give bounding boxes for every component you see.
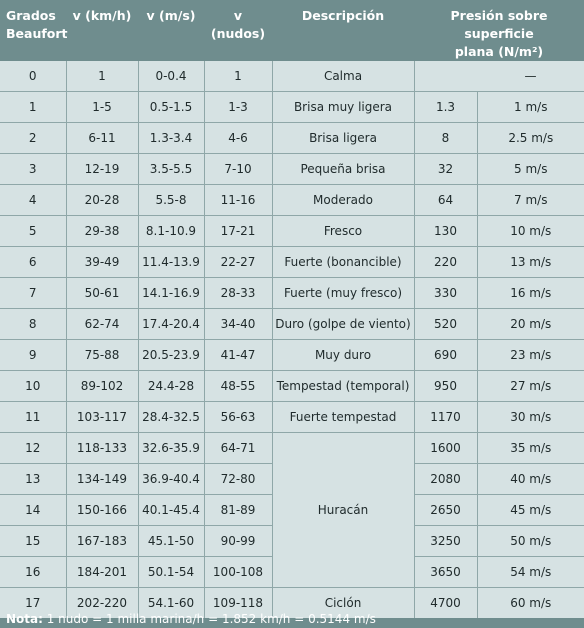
cell-descripcion: Tempestad (temporal) <box>272 371 414 402</box>
cell-nudos: 56-63 <box>204 402 272 433</box>
header-kmh: v (km/h) <box>66 0 138 61</box>
table-row <box>0 92 584 123</box>
cell-ms: 17.4-20.4 <box>138 309 204 340</box>
header-ms: v (m/s) <box>138 0 204 61</box>
cell-ms: 1.3-3.4 <box>138 123 204 154</box>
cell-descripcion: Brisa muy ligera <box>272 92 414 123</box>
cell-beaufort: 12 <box>0 433 66 464</box>
cell-descripcion: Calma <box>272 61 414 92</box>
table-row <box>0 247 584 278</box>
cell-kmh: 62-74 <box>66 309 138 340</box>
cell-velocidad: 35 m/s <box>477 433 584 464</box>
cell-ms: 5.5-8 <box>138 185 204 216</box>
cell-velocidad: 50 m/s <box>477 526 584 557</box>
cell-velocidad: 45 m/s <box>477 495 584 526</box>
cell-kmh: 6-11 <box>66 123 138 154</box>
cell-beaufort: 0 <box>0 61 66 92</box>
cell-presion: 520 <box>414 309 477 340</box>
cell-ms: 36.9-40.4 <box>138 464 204 495</box>
table-row <box>0 185 584 216</box>
cell-presion: 950 <box>414 371 477 402</box>
cell-descripcion-huracan: Huracán <box>272 433 414 588</box>
header-presion: Presión sobre superficie plana (N/m²) <box>414 0 584 61</box>
table-row <box>0 340 584 371</box>
cell-kmh: 134-149 <box>66 464 138 495</box>
footnote-text: 1 nudo = 1 milla marina/h = 1.852 km/h = 0.5144 m/s <box>42 612 376 626</box>
cell-presion: 4700 <box>414 588 477 619</box>
cell-nudos: 109-118 <box>204 588 272 619</box>
cell-descripcion: Pequeña brisa <box>272 154 414 185</box>
cell-ms: 0.5-1.5 <box>138 92 204 123</box>
header-row <box>0 0 584 61</box>
cell-beaufort: 6 <box>0 247 66 278</box>
cell-presion: 3650 <box>414 557 477 588</box>
cell-nudos: 81-89 <box>204 495 272 526</box>
cell-presion: 32 <box>414 154 477 185</box>
cell-beaufort: 1 <box>0 92 66 123</box>
cell-velocidad: 5 m/s <box>477 154 584 185</box>
cell-beaufort: 5 <box>0 216 66 247</box>
cell-nudos: 28-33 <box>204 278 272 309</box>
header-nudos: v (nudos) <box>204 0 272 61</box>
cell-ms: 20.5-23.9 <box>138 340 204 371</box>
cell-velocidad: 30 m/s <box>477 402 584 433</box>
cell-velocidad: 54 m/s <box>477 557 584 588</box>
cell-velocidad: 27 m/s <box>477 371 584 402</box>
cell-presion: 2650 <box>414 495 477 526</box>
cell-velocidad: 10 m/s <box>477 216 584 247</box>
cell-beaufort: 8 <box>0 309 66 340</box>
cell-ms: 14.1-16.9 <box>138 278 204 309</box>
cell-descripcion: Muy duro <box>272 340 414 371</box>
cell-descripcion: Fuerte tempestad <box>272 402 414 433</box>
cell-kmh: 75-88 <box>66 340 138 371</box>
cell-presion: 8 <box>414 123 477 154</box>
cell-nudos: 1 <box>204 61 272 92</box>
cell-ms: 24.4-28 <box>138 371 204 402</box>
cell-nudos: 7-10 <box>204 154 272 185</box>
table-row <box>0 371 584 402</box>
cell-ms: 0-0.4 <box>138 61 204 92</box>
cell-presion: 220 <box>414 247 477 278</box>
cell-kmh: 29-38 <box>66 216 138 247</box>
header-descripcion: Descripción <box>272 0 414 61</box>
cell-kmh: 103-117 <box>66 402 138 433</box>
cell-descripcion: Brisa ligera <box>272 123 414 154</box>
cell-nudos: 34-40 <box>204 309 272 340</box>
cell-nudos: 22-27 <box>204 247 272 278</box>
cell-descripcion: Moderado <box>272 185 414 216</box>
cell-beaufort: 13 <box>0 464 66 495</box>
cell-beaufort: 15 <box>0 526 66 557</box>
table-row <box>0 402 584 433</box>
cell-nudos: 1-3 <box>204 92 272 123</box>
cell-velocidad: 40 m/s <box>477 464 584 495</box>
cell-nudos: 72-80 <box>204 464 272 495</box>
cell-ms: 8.1-10.9 <box>138 216 204 247</box>
header-beaufort: Grados Beaufort <box>0 0 66 61</box>
footnote-label: Nota: <box>6 612 43 626</box>
table-row <box>0 278 584 309</box>
cell-ms: 32.6-35.9 <box>138 433 204 464</box>
cell-nudos: 64-71 <box>204 433 272 464</box>
cell-velocidad: — <box>477 61 584 92</box>
cell-beaufort: 4 <box>0 185 66 216</box>
cell-kmh: 167-183 <box>66 526 138 557</box>
cell-beaufort: 2 <box>0 123 66 154</box>
cell-beaufort: 11 <box>0 402 66 433</box>
cell-beaufort: 14 <box>0 495 66 526</box>
cell-beaufort: 7 <box>0 278 66 309</box>
cell-kmh: 1 <box>66 61 138 92</box>
table-row <box>0 433 584 464</box>
cell-kmh: 150-166 <box>66 495 138 526</box>
cell-velocidad: 60 m/s <box>477 588 584 619</box>
cell-kmh: 202-220 <box>66 588 138 619</box>
cell-velocidad: 13 m/s <box>477 247 584 278</box>
cell-velocidad: 20 m/s <box>477 309 584 340</box>
cell-beaufort: 9 <box>0 340 66 371</box>
cell-descripcion: Ciclón <box>272 588 414 619</box>
cell-descripcion: Fuerte (muy fresco) <box>272 278 414 309</box>
cell-ms: 54.1-60 <box>138 588 204 619</box>
cell-ms: 45.1-50 <box>138 526 204 557</box>
table-row <box>0 216 584 247</box>
cell-kmh: 39-49 <box>66 247 138 278</box>
table-row <box>0 154 584 185</box>
cell-velocidad: 7 m/s <box>477 185 584 216</box>
cell-presion: 1170 <box>414 402 477 433</box>
cell-nudos: 11-16 <box>204 185 272 216</box>
cell-nudos: 48-55 <box>204 371 272 402</box>
cell-beaufort: 3 <box>0 154 66 185</box>
cell-velocidad: 2.5 m/s <box>477 123 584 154</box>
cell-presion: 64 <box>414 185 477 216</box>
cell-nudos: 90-99 <box>204 526 272 557</box>
cell-nudos: 4-6 <box>204 123 272 154</box>
cell-nudos: 41-47 <box>204 340 272 371</box>
cell-presion: 1600 <box>414 433 477 464</box>
footnote <box>6 612 376 626</box>
cell-descripcion: Fresco <box>272 216 414 247</box>
table-row <box>0 61 584 92</box>
cell-ms: 28.4-32.5 <box>138 402 204 433</box>
cell-velocidad: 1 m/s <box>477 92 584 123</box>
cell-descripcion: Duro (golpe de viento) <box>272 309 414 340</box>
cell-presion: 1.3 <box>414 92 477 123</box>
cell-velocidad: 16 m/s <box>477 278 584 309</box>
cell-presion: 130 <box>414 216 477 247</box>
cell-ms: 3.5-5.5 <box>138 154 204 185</box>
table-row <box>0 123 584 154</box>
cell-kmh: 1-5 <box>66 92 138 123</box>
cell-nudos: 100-108 <box>204 557 272 588</box>
cell-beaufort: 10 <box>0 371 66 402</box>
cell-velocidad: 23 m/s <box>477 340 584 371</box>
cell-presion: 2080 <box>414 464 477 495</box>
cell-beaufort: 17 <box>0 588 66 619</box>
cell-kmh: 118-133 <box>66 433 138 464</box>
cell-presion: 3250 <box>414 526 477 557</box>
cell-kmh: 12-19 <box>66 154 138 185</box>
cell-nudos: 17-21 <box>204 216 272 247</box>
cell-presion: 690 <box>414 340 477 371</box>
cell-presion: 330 <box>414 278 477 309</box>
cell-kmh: 184-201 <box>66 557 138 588</box>
cell-presion <box>414 61 477 92</box>
cell-kmh: 89-102 <box>66 371 138 402</box>
cell-descripcion: Fuerte (bonancible) <box>272 247 414 278</box>
cell-ms: 40.1-45.4 <box>138 495 204 526</box>
cell-ms: 50.1-54 <box>138 557 204 588</box>
cell-ms: 11.4-13.9 <box>138 247 204 278</box>
cell-kmh: 20-28 <box>66 185 138 216</box>
cell-beaufort: 16 <box>0 557 66 588</box>
cell-kmh: 50-61 <box>66 278 138 309</box>
table-row <box>0 309 584 340</box>
